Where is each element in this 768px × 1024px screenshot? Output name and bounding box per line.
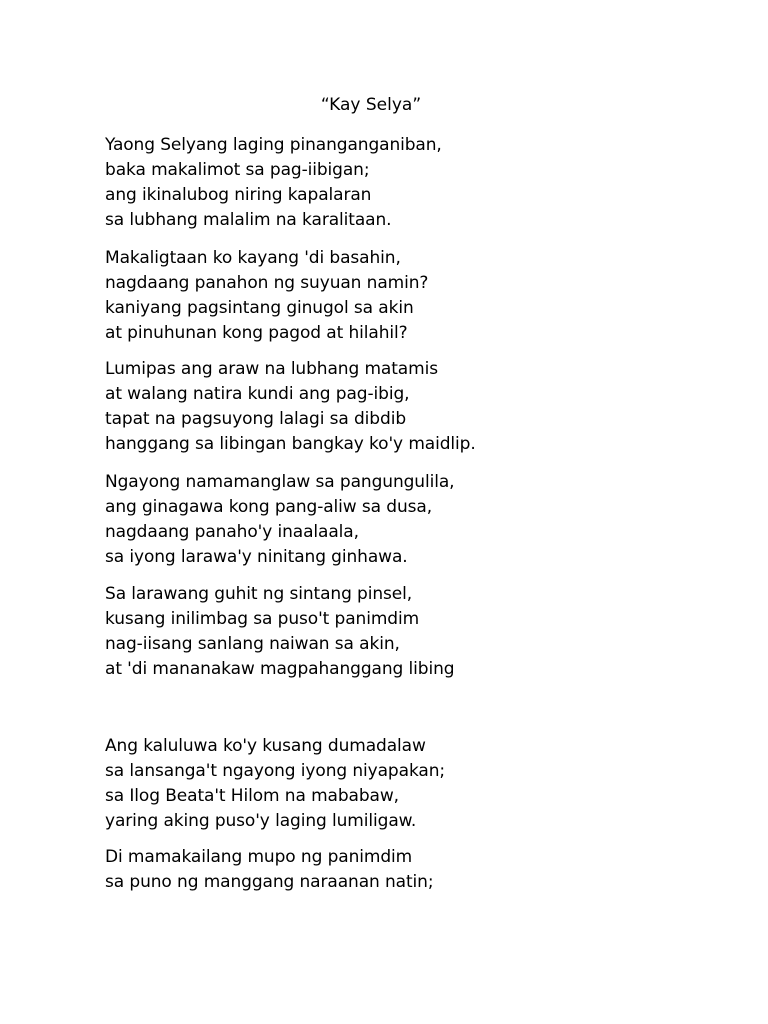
poem-line: Ngayong namamanglaw sa pangungulila,: [105, 472, 455, 492]
poem-line: Yaong Selyang laging pinanganganiban,: [105, 135, 442, 155]
poem-line: at pinuhunan kong pagod at hilahil?: [105, 323, 408, 343]
poem-line: nag-iisang sanlang naiwan sa akin,: [105, 634, 400, 654]
stanza-6: [105, 734, 745, 834]
poem-line: sa lubhang malalim na karalitaan.: [105, 210, 392, 230]
poem-line: ang ginagawa kong pang-aliw sa dusa,: [105, 497, 433, 517]
poem-line: sa iyong larawa'y ninitang ginhawa.: [105, 547, 408, 567]
poem-line: sa Ilog Beata't Hilom na mababaw,: [105, 786, 399, 806]
poem-line: at 'di mananakaw magpahanggang libing: [105, 659, 455, 679]
poem-line: at walang natira kundi ang pag-ibig,: [105, 384, 410, 404]
poem-line: tapat na pagsuyong lalagi sa dibdib: [105, 409, 407, 429]
poem-line: Di mamakailang mupo ng panimdim: [105, 847, 413, 867]
stanza-3: [105, 357, 745, 457]
poem-line: ang ikinalubog niring kapalaran: [105, 185, 372, 205]
poem-line: Makaligtaan ko kayang 'di basahin,: [105, 248, 401, 268]
poem-line: sa puno ng manggang naraanan natin;: [105, 872, 434, 892]
stanza-1: [105, 133, 745, 233]
poem-line: Sa larawang guhit ng sintang pinsel,: [105, 584, 413, 604]
poem-line: Ang kaluluwa ko'y kusang dumadalaw: [105, 736, 426, 756]
poem-line: Lumipas ang araw na lubhang matamis: [105, 359, 438, 379]
stanza-7: [105, 845, 745, 895]
poem-title: “Kay Selya”: [320, 95, 422, 115]
poem-line: hanggang sa libingan bangkay ko'y maidlip.: [105, 434, 476, 454]
stanza-2: [105, 246, 745, 346]
stanza-5: [105, 582, 745, 682]
poem-line: sa lansanga't ngayong iyong niyapakan;: [105, 761, 446, 781]
stanza-4: [105, 470, 745, 570]
poem-line: nagdaang panahon ng suyuan namin?: [105, 273, 429, 293]
poem-line: kaniyang pagsintang ginugol sa akin: [105, 298, 414, 318]
poem-line: baka makalimot sa pag-iibigan;: [105, 160, 370, 180]
poem-line: yaring aking puso'y laging lumiligaw.: [105, 811, 417, 831]
poem-line: nagdaang panaho'y inaalaala,: [105, 522, 359, 542]
poem-line: kusang inilimbag sa puso't panimdim: [105, 609, 420, 629]
